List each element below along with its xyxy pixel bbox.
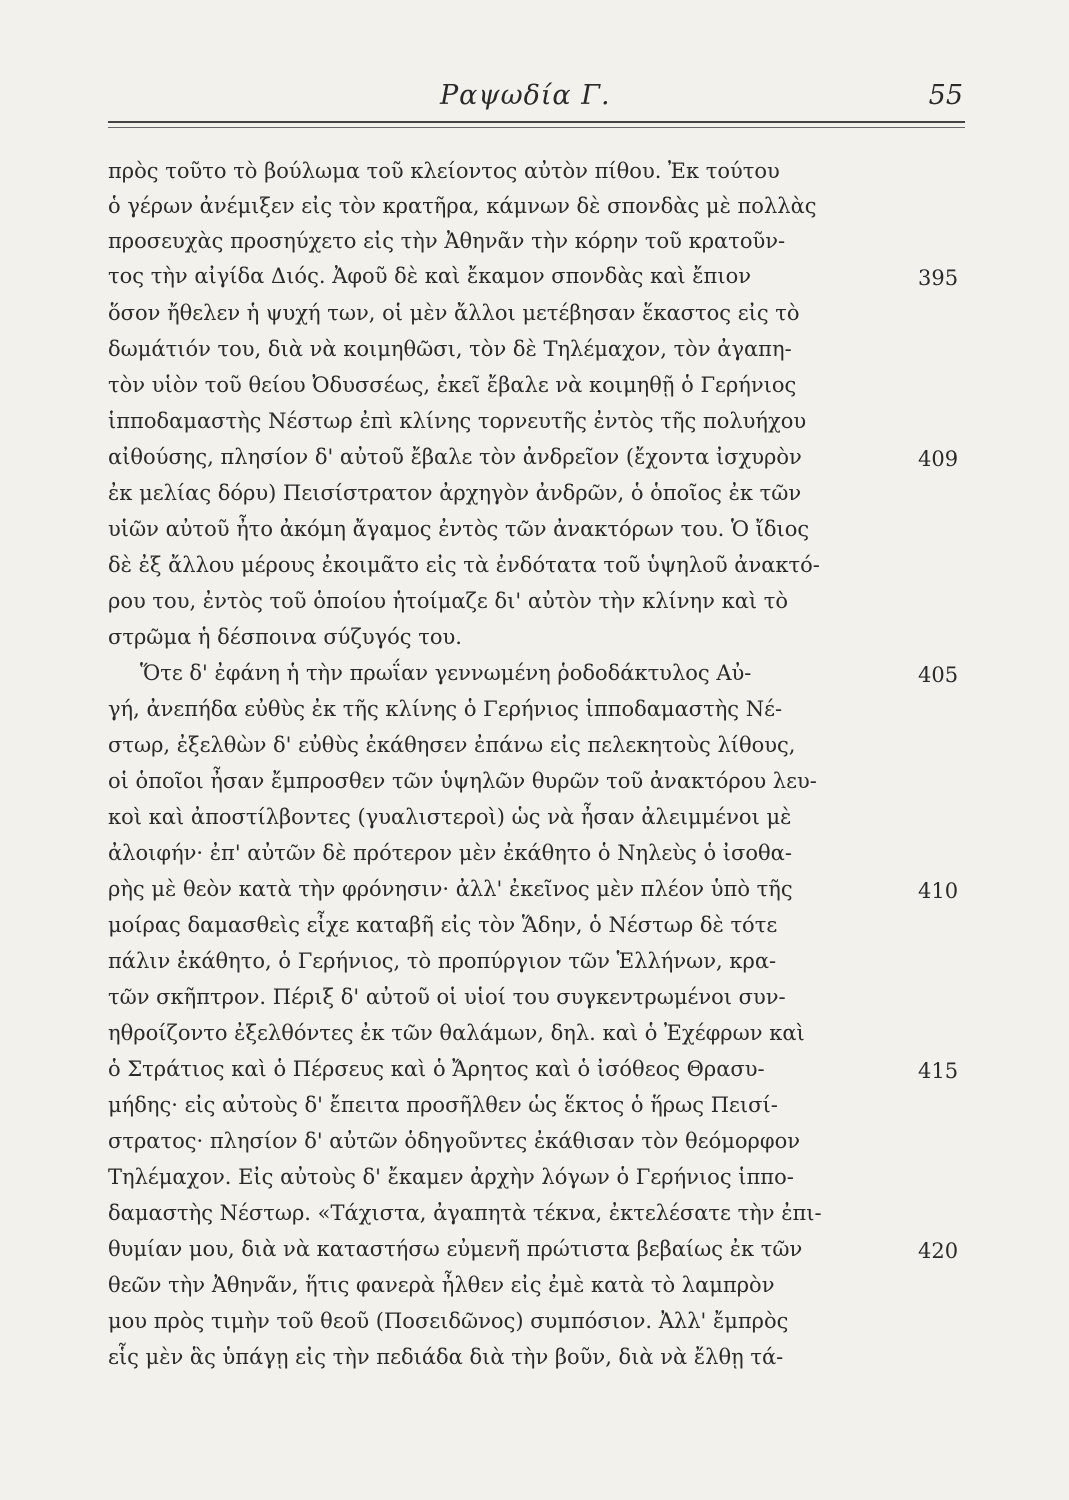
text-line: αἰθούσης, πλησίον δ' αὐτοῦ ἔβαλε τὸν ἀνδρεῖον (ἔχοντα ἰσχυρὸν bbox=[108, 445, 802, 469]
text-line: ἀλοιφήν· ἐπ' αὐτῶν δὲ πρότερον μὲν ἐκάθητο ὁ Νηλεὺς ὁ ἰσοθα- bbox=[108, 841, 792, 865]
text-line: γή, ἀνεπήδα εὐθὺς ἐκ τῆς κλίνης ὁ Γερήνιος ἱπποδαμαστὴς Νέ- bbox=[108, 697, 783, 721]
text-line: μου πρὸς τιμὴν τοῦ θεοῦ (Ποσειδῶνος) συμπόσιον. Ἀλλ' ἔμπρὸς bbox=[108, 1309, 789, 1333]
verse-number: 395 bbox=[918, 266, 959, 290]
text-line: πρὸς τοῦτο τὸ βούλωμα τοῦ κλείοντος αὐτὸν πίθου. Ἐκ τούτου bbox=[108, 159, 780, 183]
text-line: στρῶμα ἡ δέσποινα σύζυγός του. bbox=[108, 625, 462, 649]
text-line: ὅσον ἤθελεν ἡ ψυχή των, οἱ μὲν ἄλλοι μετέβησαν ἕκαστος εἰς τὸ bbox=[108, 301, 800, 325]
text-line: δωμάτιόν του, διὰ νὰ κοιμηθῶσι, τὸν δὲ Τηλέμαχον, τὸν ἀγαπη- bbox=[108, 337, 792, 361]
text-line: στωρ, ἐξελθὼν δ' εὐθὺς ἐκάθησεν ἐπάνω εἰς πελεκητοὺς λίθους, bbox=[108, 733, 796, 757]
text-line: Ὅτε δ' ἐφάνη ἡ τὴν πρωΐαν γεννωμένη ῥοδοδάκτυλος Αὐ- bbox=[140, 661, 752, 685]
verse-number: 409 bbox=[918, 447, 959, 471]
text-line: οἱ ὁποῖοι ἦσαν ἔμπροσθεν τῶν ὑψηλῶν θυρῶν τοῦ ἀνακτόρου λευ- bbox=[108, 769, 817, 793]
verse-number: 415 bbox=[918, 1059, 959, 1083]
text-line: Τηλέμαχον. Εἰς αὐτοὺς δ' ἔκαμεν ἀρχὴν λόγων ὁ Γερήνιος ἱππο- bbox=[108, 1165, 794, 1189]
text-line: θυμίαν μου, διὰ νὰ καταστήσω εὐμενῆ πρώτιστα βεβαίως ἐκ τῶν bbox=[108, 1237, 803, 1261]
text-line: ηθροίζοντο ἐξελθόντες ἐκ τῶν θαλάμων, δηλ. καὶ ὁ Ἐχέφρων καὶ bbox=[108, 1021, 805, 1045]
text-line: ρὴς μὲ θεὸν κατὰ τὴν φρόνησιν· ἀλλ' ἐκεῖνος μὲν πλέον ὑπὸ τῆς bbox=[108, 877, 793, 901]
running-head-title: Ραψωδία Γ. bbox=[440, 80, 611, 111]
text-line: μήδης· εἰς αὐτοὺς δ' ἔπειτα προσῆλθεν ὡς ἕκτος ὁ ἥρως Πεισί- bbox=[108, 1093, 778, 1117]
verse-number: 420 bbox=[918, 1239, 959, 1263]
text-line: κοὶ καὶ ἀποστίλβοντες (γυαλιστεροὶ) ὡς νὰ ἦσαν ἀλειμμένοι μὲ bbox=[108, 805, 792, 829]
text-line: προσευχὰς προσηύχετο εἰς τὴν Ἀθηνᾶν τὴν κόρην τοῦ κρατοῦν- bbox=[108, 229, 786, 253]
text-line: δὲ ἐξ ἄλλου μέρους ἐκοιμᾶτο εἰς τὰ ἐνδότατα τοῦ ὑψηλοῦ ἀνακτό- bbox=[108, 553, 820, 577]
text-line: μοίρας δαμασθεὶς εἶχε καταβῆ εἰς τὸν Ἅδην, ὁ Νέστωρ δὲ τότε bbox=[108, 913, 778, 937]
text-line: ὁ Στράτιος καὶ ὁ Πέρσευς καὶ ὁ Ἄρητος καὶ ὁ ἰσόθεος Θρασυ- bbox=[108, 1057, 765, 1081]
text-line: τὸν υἱὸν τοῦ θείου Ὀδυσσέως, ἐκεῖ ἔβαλε νὰ κοιμηθῇ ὁ Γερήνιος bbox=[108, 373, 797, 397]
text-line: υἱῶν αὐτοῦ ἦτο ἀκόμη ἄγαμος ἐντὸς τῶν ἀνακτόρων του. Ὁ ἴδιος bbox=[108, 517, 810, 541]
text-line: δαμαστὴς Νέστωρ. «Τάχιστα, ἀγαπητὰ τέκνα, ἐκτελέσατε τὴν ἐπι- bbox=[108, 1201, 822, 1225]
text-line: θεῶν τὴν Ἀθηνᾶν, ἥτις φανερὰ ἦλθεν εἰς ἐμὲ κατὰ τὸ λαμπρὸν bbox=[108, 1273, 775, 1297]
text-line: εἷς μὲν ἃς ὑπάγῃ εἰς τὴν πεδιάδα διὰ τὴν βοῦν, διὰ νὰ ἔλθῃ τά- bbox=[108, 1345, 784, 1369]
text-line: τος τὴν αἰγίδα Διός. Ἀφοῦ δὲ καὶ ἔκαμον σπονδὰς καὶ ἔπιον bbox=[108, 264, 751, 288]
text-line: πάλιν ἐκάθητο, ὁ Γερήνιος, τὸ προπύργιον τῶν Ἑλλήνων, κρα- bbox=[108, 949, 777, 973]
text-line: ἐκ μελίας δόρυ) Πεισίστρατον ἀρχηγὸν ἀνδρῶν, ὁ ὁποῖος ἐκ τῶν bbox=[108, 481, 802, 505]
text-line: ρου του, ἐντὸς τοῦ ὁποίου ἡτοίμαζε δι' αὐτὸν τὴν κλίνην καὶ τὸ bbox=[108, 589, 789, 613]
verse-number: 405 bbox=[918, 663, 959, 687]
verse-number: 410 bbox=[918, 879, 959, 903]
page-number: 55 bbox=[928, 80, 963, 111]
text-line: τῶν σκῆπτρον. Πέριξ δ' αὐτοῦ οἱ υἱοί του συγκεντρωμένοι συν- bbox=[108, 985, 786, 1009]
text-line: ὁ γέρων ἀνέμιξεν εἰς τὸν κρατῆρα, κάμνων δὲ σπονδὰς μὲ πολλὰς bbox=[108, 194, 817, 218]
text-line: στρατος· πλησίον δ' αὐτῶν ὁδηγοῦντες ἐκάθισαν τὸν θεόμορφον bbox=[108, 1129, 800, 1153]
text-line: ἱπποδαμαστὴς Νέστωρ ἐπὶ κλίνης τορνευτῆς ἐντὸς τῆς πολυήχου bbox=[108, 409, 807, 433]
header-rule bbox=[108, 121, 965, 123]
header-rule-thin bbox=[108, 127, 965, 128]
